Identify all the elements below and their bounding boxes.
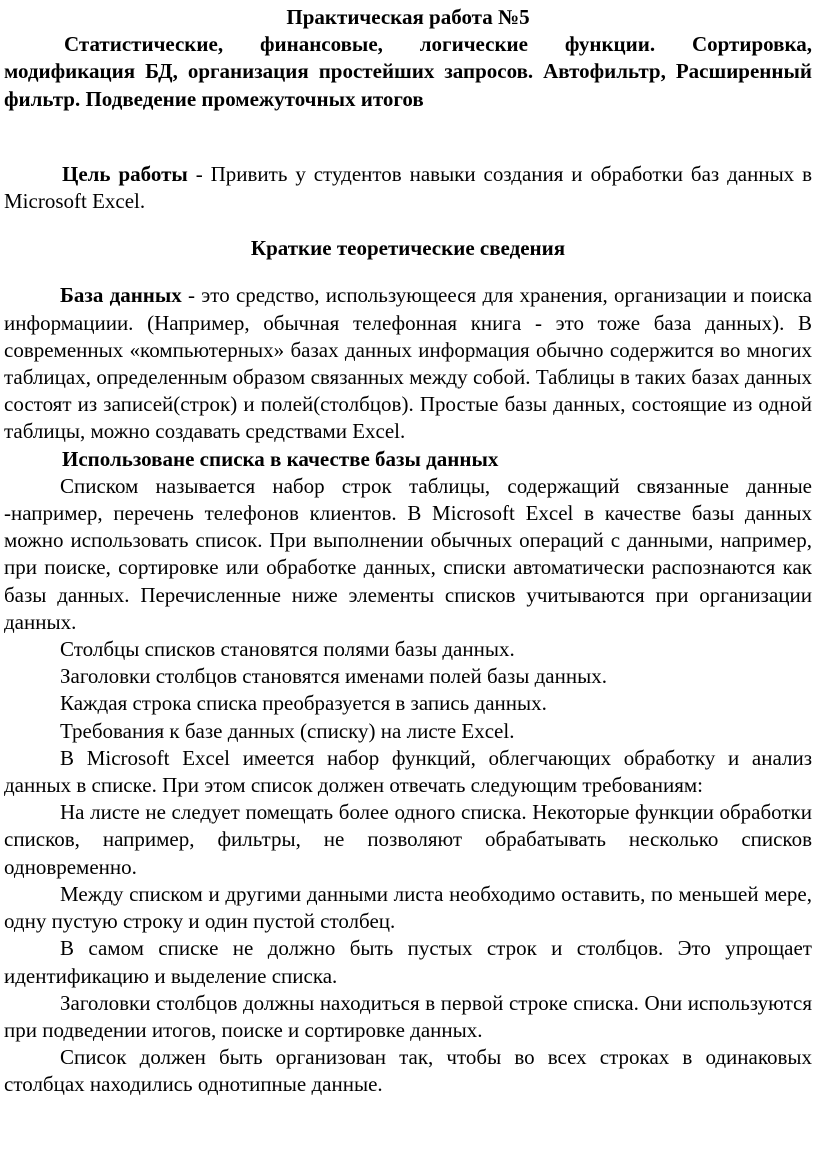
- paragraph-no-empty: В самом списке не должно быть пустых строк и столбцов. Это упрощает идентификацию и выделение списка.: [4, 936, 812, 988]
- paragraph-rows-records: Каждая строка списка преобразуется в запись данных.: [60, 691, 547, 716]
- database-definition: - это средство, использующееся для хранения, организации и поиска информациии. (Например, обычная телефонная книга - это тоже база данных). В современных «компьютерных» базах данных информация обычно содержится во многих таблицах, определенным образом связанных между собой. Таблицы в таких базах данных состоят из записей(строк) и полей(столбцов). Простые базы данных, состоящие из одной таблицы, можно создавать средствами Excel.: [4, 283, 813, 444]
- paragraph-columns-fields: Столбцы списков становятся полями базы данных.: [60, 637, 515, 662]
- list-heading: Использоване списка в качестве базы данных: [62, 446, 499, 471]
- paragraph-headers-names: Заголовки столбцов становятся именами полей базы данных.: [60, 664, 607, 689]
- goal-text: Привить у студентов навыки создания и обработки баз данных в Microsoft Excel.: [4, 161, 813, 214]
- paragraph-headers-first-row: Заголовки столбцов должны находиться в первой строке списка. Они используются при подведении итогов, поиске и сортировке данных.: [4, 990, 812, 1042]
- paragraph-same-types: Список должен быть организован так, чтобы во всех строках в одинаковых столбцах находились однотипные данные.: [4, 1045, 812, 1097]
- database-term: База данных: [60, 283, 182, 308]
- database-paragraph: [4, 282, 812, 445]
- paragraph-list-definition: Списком называется набор строк таблицы, содержащий связанные данные -например, перечень телефонов клиентов. В Microsoft Excel в качестве базы данных можно использовать список. При выполнении обычных операций с данными, например, при поиске, сортировке или обработке данных, списки автоматически распознаются как базы данных. Перечисленные ниже элементы списков учитываются при организации данных.: [4, 473, 812, 634]
- paragraph-functions: В Microsoft Excel имеется набор функций, облегчающих обработку и анализ данных в списке. При этом список должен отвечать следующим требованиям:: [4, 745, 812, 798]
- document-title: Практическая работа №5: [286, 5, 530, 29]
- paragraph-one-list: На листе не следует помещать более одного списка. Некоторые функции обработки списков, например, фильтры, не позволяют обрабатывать несколько списков одновременно.: [4, 800, 812, 879]
- goal-label: Цель работы: [62, 161, 188, 186]
- document-subtitle: Статистические, финансовые, логические функции. Сортировка, модификация БД, организация простейших запросов. Автофильтр, Расширенный фильтр. Подведение промежуточных итогов: [4, 32, 812, 111]
- paragraph-requirements: Требования к базе данных (списку) на листе Excel.: [60, 718, 515, 743]
- goal-paragraph: [4, 161, 812, 215]
- paragraph-empty-row: Между списком и другими данными листа необходимо оставить, по меньшей мере, одну пустую строку и один пустой столбец.: [4, 881, 812, 934]
- theory-heading: Краткие теоретические сведения: [250, 236, 566, 261]
- goal-separator: -: [187, 161, 211, 186]
